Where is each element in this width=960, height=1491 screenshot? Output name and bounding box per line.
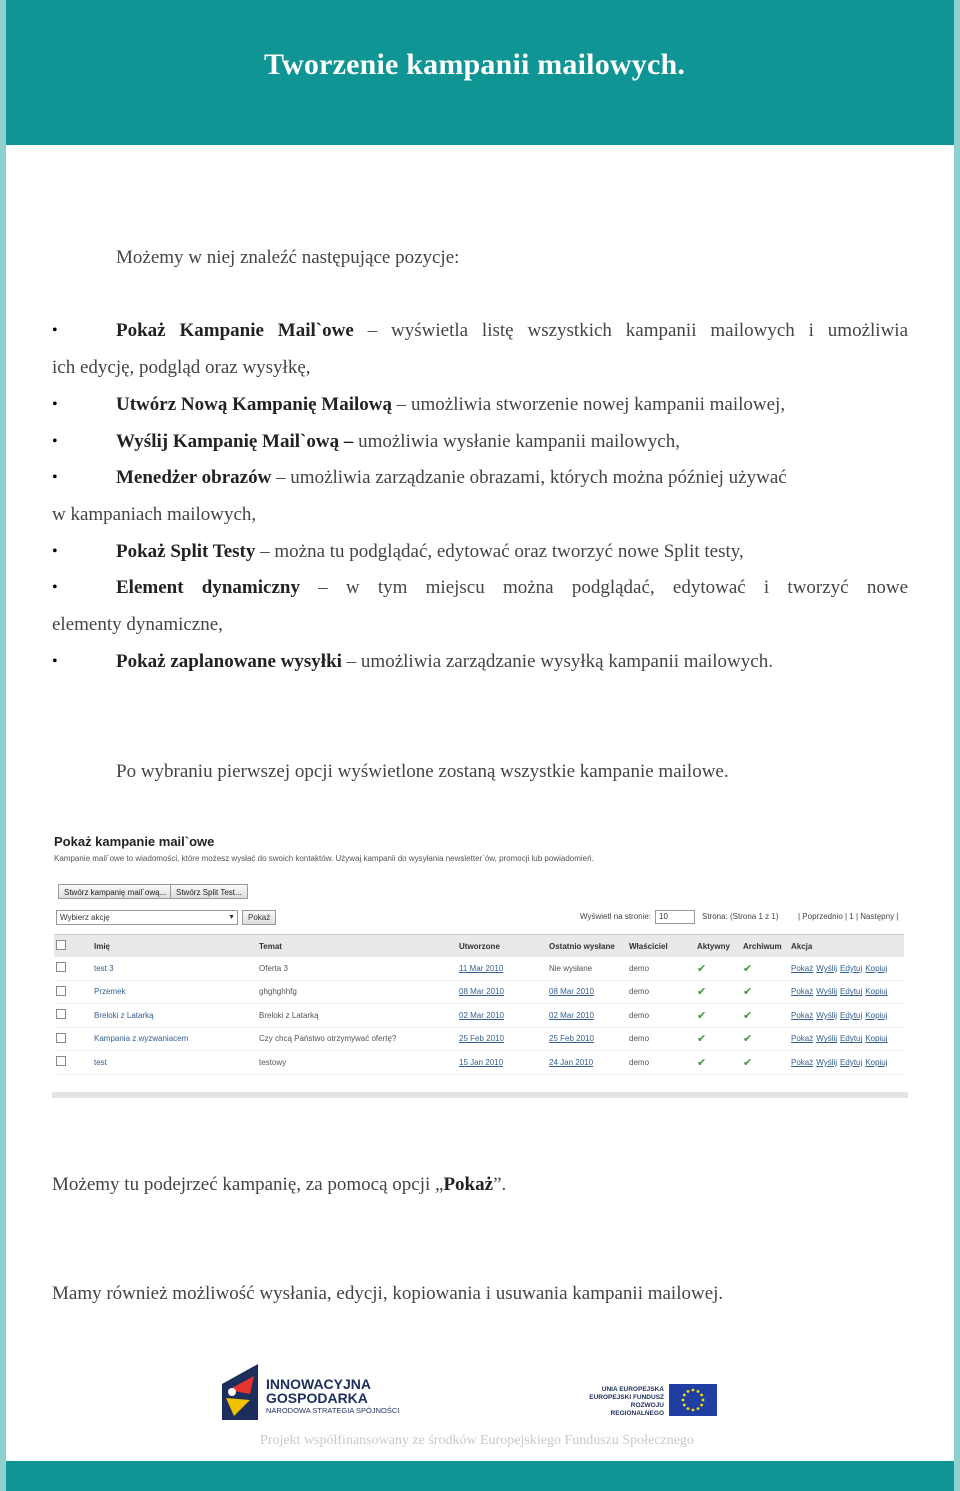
paragraph: Mamy również możliwość wysłania, edycji, kopiowania i usuwania kampanii mailowej. — [52, 1283, 724, 1304]
action-select[interactable] — [56, 910, 238, 925]
owner: demo — [627, 980, 695, 1004]
action-link[interactable]: Kopiuj — [865, 1010, 888, 1020]
sent-date: 25 Feb 2010 — [547, 1027, 627, 1051]
owner: demo — [627, 957, 695, 980]
campaign-subject: testowy — [257, 1051, 457, 1075]
left-frame-border — [0, 0, 6, 1491]
table-row — [54, 980, 904, 1004]
paragraph: Po wybraniu pierwszej opcji wyświetlone zostaną wszystkie kampanie mailowe. — [116, 761, 729, 782]
table-cell — [789, 1004, 904, 1028]
action-link[interactable]: Wyślij — [816, 1057, 838, 1067]
check-icon[interactable]: ✔ — [743, 1033, 753, 1046]
table-cell — [54, 957, 92, 980]
row-checkbox[interactable] — [56, 986, 66, 996]
column-header[interactable]: Aktywny — [695, 935, 741, 958]
eu-star-icon — [702, 1399, 705, 1402]
column-header[interactable]: Właściciel — [627, 935, 695, 958]
action-link[interactable]: Kopiuj — [865, 987, 888, 997]
right-frame-border — [954, 0, 960, 1491]
table-cell — [54, 1051, 92, 1075]
created-date: 02 Mar 2010 — [457, 1004, 547, 1028]
table-header-row — [54, 935, 904, 958]
eu-logo — [580, 1384, 720, 1416]
table-cell — [695, 1004, 741, 1028]
action-link[interactable]: Kopiuj — [865, 1057, 888, 1067]
action-link[interactable]: Wyślij — [816, 1034, 838, 1044]
action-link[interactable]: Kopiuj — [865, 1034, 888, 1044]
table-cell — [789, 957, 904, 980]
created-date: 25 Feb 2010 — [457, 1027, 547, 1051]
bullet-icon: • — [52, 653, 58, 670]
paragraph-bold: Pokaż — [443, 1174, 494, 1195]
action-link[interactable]: Edytuj — [840, 1034, 863, 1044]
table-row — [54, 1051, 904, 1075]
owner: demo — [627, 1004, 695, 1028]
eu-star-icon — [700, 1404, 703, 1407]
column-header[interactable]: Ostatnio wysłane — [547, 935, 627, 958]
campaign-name: test 3 — [92, 957, 257, 980]
check-icon[interactable]: ✔ — [697, 986, 707, 999]
bullet-icon: • — [52, 433, 58, 450]
check-icon[interactable]: ✔ — [743, 1009, 753, 1022]
screenshot-title: Pokaż kampanie mail`owe — [54, 834, 215, 849]
list-item-text: – w tym miejscu można podglądać, edytować i tworzyć nowe — [299, 577, 909, 598]
table-cell — [741, 1027, 789, 1051]
eu-text: UNIA EUROPEJSKA EUROPEJSKI FUNDUSZ ROZWOJU REGIONALNEGO — [589, 1386, 664, 1417]
campaign-name: Kampania z wyzwaniacem — [92, 1027, 257, 1051]
chevron-down-icon: ▼ — [228, 914, 235, 921]
eu-star-icon — [683, 1404, 686, 1407]
list-item-title: Element dynamiczny — [116, 577, 300, 598]
select-all-checkbox[interactable] — [56, 940, 66, 950]
action-link[interactable]: Pokaż — [791, 963, 814, 973]
table-cell — [741, 957, 789, 980]
footer-text: Projekt współfinansowany ze środków Europejskiego Funduszu Społecznego — [260, 1433, 694, 1448]
action-link[interactable]: Pokaż — [791, 987, 814, 997]
action-link[interactable]: Edytuj — [840, 1057, 863, 1067]
list-item-text: – można tu podglądać, edytować oraz tworzyć nowe Split testy, — [255, 541, 744, 562]
action-link[interactable]: Wyślij — [816, 1010, 838, 1020]
check-icon[interactable]: ✔ — [697, 1009, 707, 1022]
campaign-subject: Oferta 3 — [257, 957, 457, 980]
list-item-text: – wyświetla listę wszystkich kampanii mailowych i umożliwia — [353, 320, 908, 341]
list-item — [116, 467, 787, 489]
innovative-economy-emblem-icon — [220, 1364, 260, 1420]
footer-bar — [6, 1461, 954, 1491]
list-item — [116, 651, 773, 673]
screenshot-description: Kampanie mail`owe to wiadomości, które możesz wysłać do swoich kontaktów. Używaj kampanii do wysyłania newsletter`ów, promocji lub powiadomień. — [54, 854, 594, 863]
check-icon[interactable]: ✔ — [743, 962, 753, 975]
action-link[interactable]: Wyślij — [816, 987, 838, 997]
go-button[interactable]: Pokaż — [242, 910, 276, 925]
eu-star-icon — [682, 1399, 685, 1402]
innovative-economy-subtitle: NARODOWA STRATEGIA SPÓJNOŚCI — [266, 1406, 400, 1415]
table-row — [54, 1027, 904, 1051]
campaign-name: Przemek — [92, 980, 257, 1004]
create-campaign-button[interactable]: Stwórz kampanię mail`ową... — [58, 884, 172, 899]
action-link[interactable]: Kopiuj — [865, 963, 888, 973]
eu-star-icon — [687, 1407, 690, 1410]
action-link[interactable]: Pokaż — [791, 1010, 814, 1020]
table-cell — [741, 1051, 789, 1075]
check-icon[interactable]: ✔ — [697, 1056, 707, 1069]
page-info: Strona: (Strona 1 z 1) — [702, 912, 779, 921]
intro-text: Możemy w niej znaleźć następujące pozycje: — [116, 247, 460, 268]
bullet-icon: • — [52, 469, 58, 486]
eu-star-icon — [683, 1394, 686, 1397]
table-row — [54, 1004, 904, 1028]
paragraph-text: ”. — [493, 1174, 507, 1195]
list-item — [116, 431, 680, 453]
list-item-continuation: ich edycję, podgląd oraz wysyłkę, — [52, 357, 311, 378]
eu-star-icon — [692, 1389, 695, 1392]
table-cell — [695, 1051, 741, 1075]
eu-star-icon — [697, 1407, 700, 1410]
sent-date: 08 Mar 2010 — [547, 980, 627, 1004]
table-cell — [695, 1027, 741, 1051]
check-icon[interactable]: ✔ — [697, 962, 707, 975]
eu-star-icon — [700, 1394, 703, 1397]
table-cell — [789, 980, 904, 1004]
list-item-text: – umożliwia stworzenie nowej kampanii mailowej, — [392, 394, 786, 415]
table-cell — [789, 1051, 904, 1075]
paragraph-text: Możemy tu podejrzeć kampanię, za pomocą opcji „ — [52, 1174, 444, 1195]
list-item-text: – umożliwia zarządzanie obrazami, których można później używać — [271, 467, 787, 488]
per-page-label: Wyświetl na stronie: — [580, 912, 652, 921]
column-header[interactable]: Archiwum — [741, 935, 789, 958]
action-link[interactable]: Pokaż — [791, 1034, 814, 1044]
list-item-title: Pokaż zaplanowane wysyłki — [116, 651, 342, 672]
campaign-subject: ghghghhfg — [257, 980, 457, 1004]
innovative-economy-text: INNOWACYJNA GOSPODARKA — [266, 1376, 372, 1406]
bullet-icon: • — [52, 543, 58, 560]
action-link[interactable]: Edytuj — [840, 963, 863, 973]
table-cell — [695, 980, 741, 1004]
list-item-text: umożliwia wysłanie kampanii mailowych, — [353, 431, 680, 452]
check-icon[interactable]: ✔ — [697, 1033, 707, 1046]
screenshot-bottom-bar — [52, 1092, 908, 1098]
row-checkbox[interactable] — [56, 1009, 66, 1019]
campaign-name: test — [92, 1051, 257, 1075]
sent-date: Nie wysłane — [547, 957, 627, 980]
action-select-value: Wybierz akcję — [60, 913, 110, 922]
list-item-title: Pokaż Kampanie Mail`owe — [116, 320, 354, 341]
pager[interactable]: | Poprzednio | 1 | Następny | — [798, 912, 899, 921]
sent-date: 24 Jan 2010 — [547, 1051, 627, 1075]
table-cell — [741, 980, 789, 1004]
list-item — [116, 577, 908, 599]
create-split-test-button[interactable]: Stwórz Split Test... — [170, 884, 248, 899]
page-header — [6, 0, 954, 145]
row-checkbox[interactable] — [56, 1056, 66, 1066]
sent-date: 02 Mar 2010 — [547, 1004, 627, 1028]
campaign-name: Breloki z Latarką — [92, 1004, 257, 1028]
row-checkbox[interactable] — [56, 1033, 66, 1043]
innovative-economy-logo — [220, 1364, 410, 1424]
table-cell — [54, 1004, 92, 1028]
column-header[interactable]: Utworzone — [457, 935, 547, 958]
list-item-text: – umożliwia zarządzanie wysyłką kampanii mailowych. — [341, 651, 773, 672]
table-cell — [54, 980, 92, 1004]
action-link[interactable]: Edytuj — [840, 987, 863, 997]
campaign-subject: Czy chcą Państwo otrzymywać ofertę? — [257, 1027, 457, 1051]
created-date: 11 Mar 2010 — [457, 957, 547, 980]
table-cell — [54, 1027, 92, 1051]
bullet-icon: • — [52, 396, 58, 413]
check-icon[interactable]: ✔ — [743, 1056, 753, 1069]
per-page-select[interactable]: 10 — [655, 910, 695, 924]
action-link[interactable]: Edytuj — [840, 1010, 863, 1020]
campaign-subject: Breloki z Latarką — [257, 1004, 457, 1028]
column-header[interactable]: Imię — [92, 935, 257, 958]
table-cell — [741, 1004, 789, 1028]
row-checkbox[interactable] — [56, 962, 66, 972]
list-item-continuation: elementy dynamiczne, — [52, 614, 223, 635]
eu-star-icon — [697, 1390, 700, 1393]
created-date: 08 Mar 2010 — [457, 980, 547, 1004]
campaign-table — [54, 934, 904, 1075]
bullet-icon: • — [52, 322, 58, 339]
list-item — [116, 541, 744, 563]
list-item — [116, 394, 785, 416]
page-title: Tworzenie kampanii mailowych. — [264, 48, 686, 81]
check-icon[interactable]: ✔ — [743, 986, 753, 999]
table-row — [54, 957, 904, 980]
eu-flag-icon — [669, 1384, 717, 1416]
campaign-list-screenshot — [52, 828, 908, 1100]
created-date: 15 Jan 2010 — [457, 1051, 547, 1075]
owner: demo — [627, 1051, 695, 1075]
list-item-title: Pokaż Split Testy — [116, 541, 256, 562]
eu-star-icon — [692, 1409, 695, 1412]
list-item-title: Wyślij Kampanię Mail`ową – — [116, 431, 354, 452]
list-item-continuation: w kampaniach mailowych, — [52, 504, 257, 525]
list-item-title: Menedżer obrazów — [116, 467, 272, 488]
table-cell — [695, 957, 741, 980]
list-item-title: Utwórz Nową Kampanię Mailową — [116, 394, 392, 415]
paragraph — [52, 1174, 506, 1196]
column-header[interactable]: Temat — [257, 935, 457, 958]
action-link[interactable]: Wyślij — [816, 963, 838, 973]
column-header: Akcja — [789, 935, 904, 958]
owner: demo — [627, 1027, 695, 1051]
bullet-icon: • — [52, 579, 58, 596]
table-cell — [789, 1027, 904, 1051]
action-link[interactable]: Pokaż — [791, 1057, 814, 1067]
list-item — [116, 320, 908, 342]
eu-star-icon — [687, 1390, 690, 1393]
